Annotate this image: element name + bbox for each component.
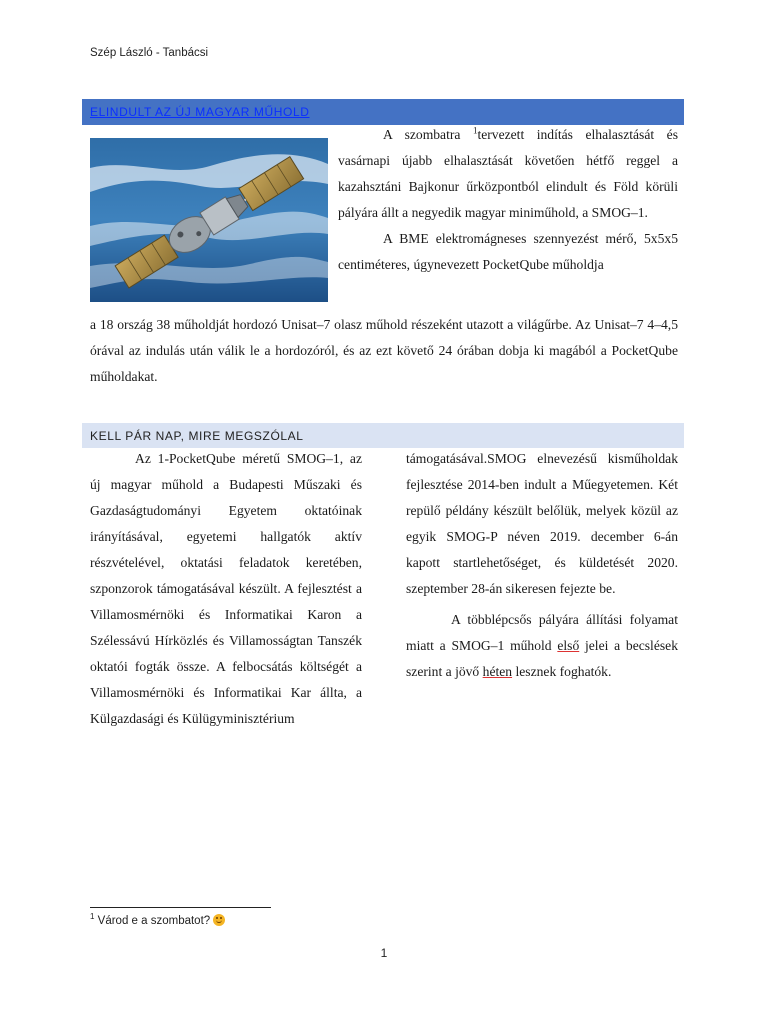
- right-p2-text-b: jelei a becslések szerint a jövő: [406, 638, 678, 679]
- header-author: Szép László - Tanbácsi: [90, 47, 209, 59]
- right-p2-text-a: A többlépcsős pályára állítási folyamat miatt a SMOG–1 műhold: [406, 612, 678, 653]
- left-column: [90, 446, 362, 732]
- footnote-number: 1: [90, 912, 95, 922]
- intro-paragraph-full: [90, 312, 678, 390]
- subsection-title: KELL PÁR NAP, MIRE MEGSZÓLAL: [90, 429, 304, 443]
- left-column-paragraph: Az 1-PocketQube méretű SMOG–1, az új magyar műhold a Budapesti Műszaki és Gazdaságtudományi Egyetem oktatóinak irányításával, egyetemi hallgatók aktív részvételével, oktatási feladatok keretében, szponzorok támogatásával készült. A fejlesztést a Villamosmérnöki és Informatikai Karon a Szélessávú Hírközlés és Villamosságtan Tanszék oktatói fogták össze. A felbocsátás költségét a Villamosmérnöki és Informatikai Kar állta, a Külgazdasági és Külügyminisztérium: [90, 451, 362, 726]
- intro-text-end: tervezett indítás elhalasztását és vasárnapi újabb elhalasztását követően hétfő reggel a kazahsztáni Bajkonur űrközpontból elindult és Föld körüli pályára állt a negyedik magyar miniműhold, a SMOG–1.: [338, 127, 678, 220]
- footnote: [90, 914, 225, 927]
- intro-paragraph-2a: A BME elektromágneses szennyezést mérő, 5x5x5 centiméteres, úgynevezett PocketQube műholdja: [338, 231, 678, 272]
- footnote-text: Várod e a szombatot?: [94, 915, 211, 927]
- intro-text-start: A szombatra: [383, 127, 473, 142]
- intro-paragraph-2b: a 18 ország 38 műholdját hordozó Unisat–7 olasz műhold részeként utazott a világűrbe. Az Unisat–7 4–4,5 órával az indulás után válik le a hordozóról, és az ezt követő 24 órában dobja ki magából a PocketQube műholdakat.: [90, 317, 678, 384]
- spellcheck-word-1: első: [557, 638, 580, 653]
- satellite-photo-icon: [90, 138, 328, 302]
- intro-paragraph-right: [338, 122, 678, 278]
- right-column-paragraph-2: [406, 607, 678, 685]
- footnote-reference[interactable]: 1: [472, 125, 478, 136]
- right-column: [406, 446, 678, 685]
- section-title: ELINDULT AZ ÚJ MAGYAR MŰHOLD: [90, 105, 310, 119]
- satellite-photo: [90, 138, 328, 302]
- smiley-icon: [213, 914, 225, 926]
- spellcheck-word-2: héten: [482, 664, 513, 679]
- footnote-separator: [90, 907, 271, 908]
- intro-paragraph-1: [338, 122, 678, 226]
- right-p2-text-c: lesznek foghatók.: [512, 664, 612, 679]
- page-number: 1: [380, 946, 388, 960]
- right-column-paragraph-1: támogatásával.SMOG elnevezésű kisműholdak fejlesztése 2014-ben indult a Műegyetemen. Két repülő példány készült belőlük, melyek közül az egyik SMOG-P néven 2019. december 6-án kapott startlehetőséget, és küldetését 2020. szeptember 28-án sikeresen fejezte be.: [406, 451, 678, 596]
